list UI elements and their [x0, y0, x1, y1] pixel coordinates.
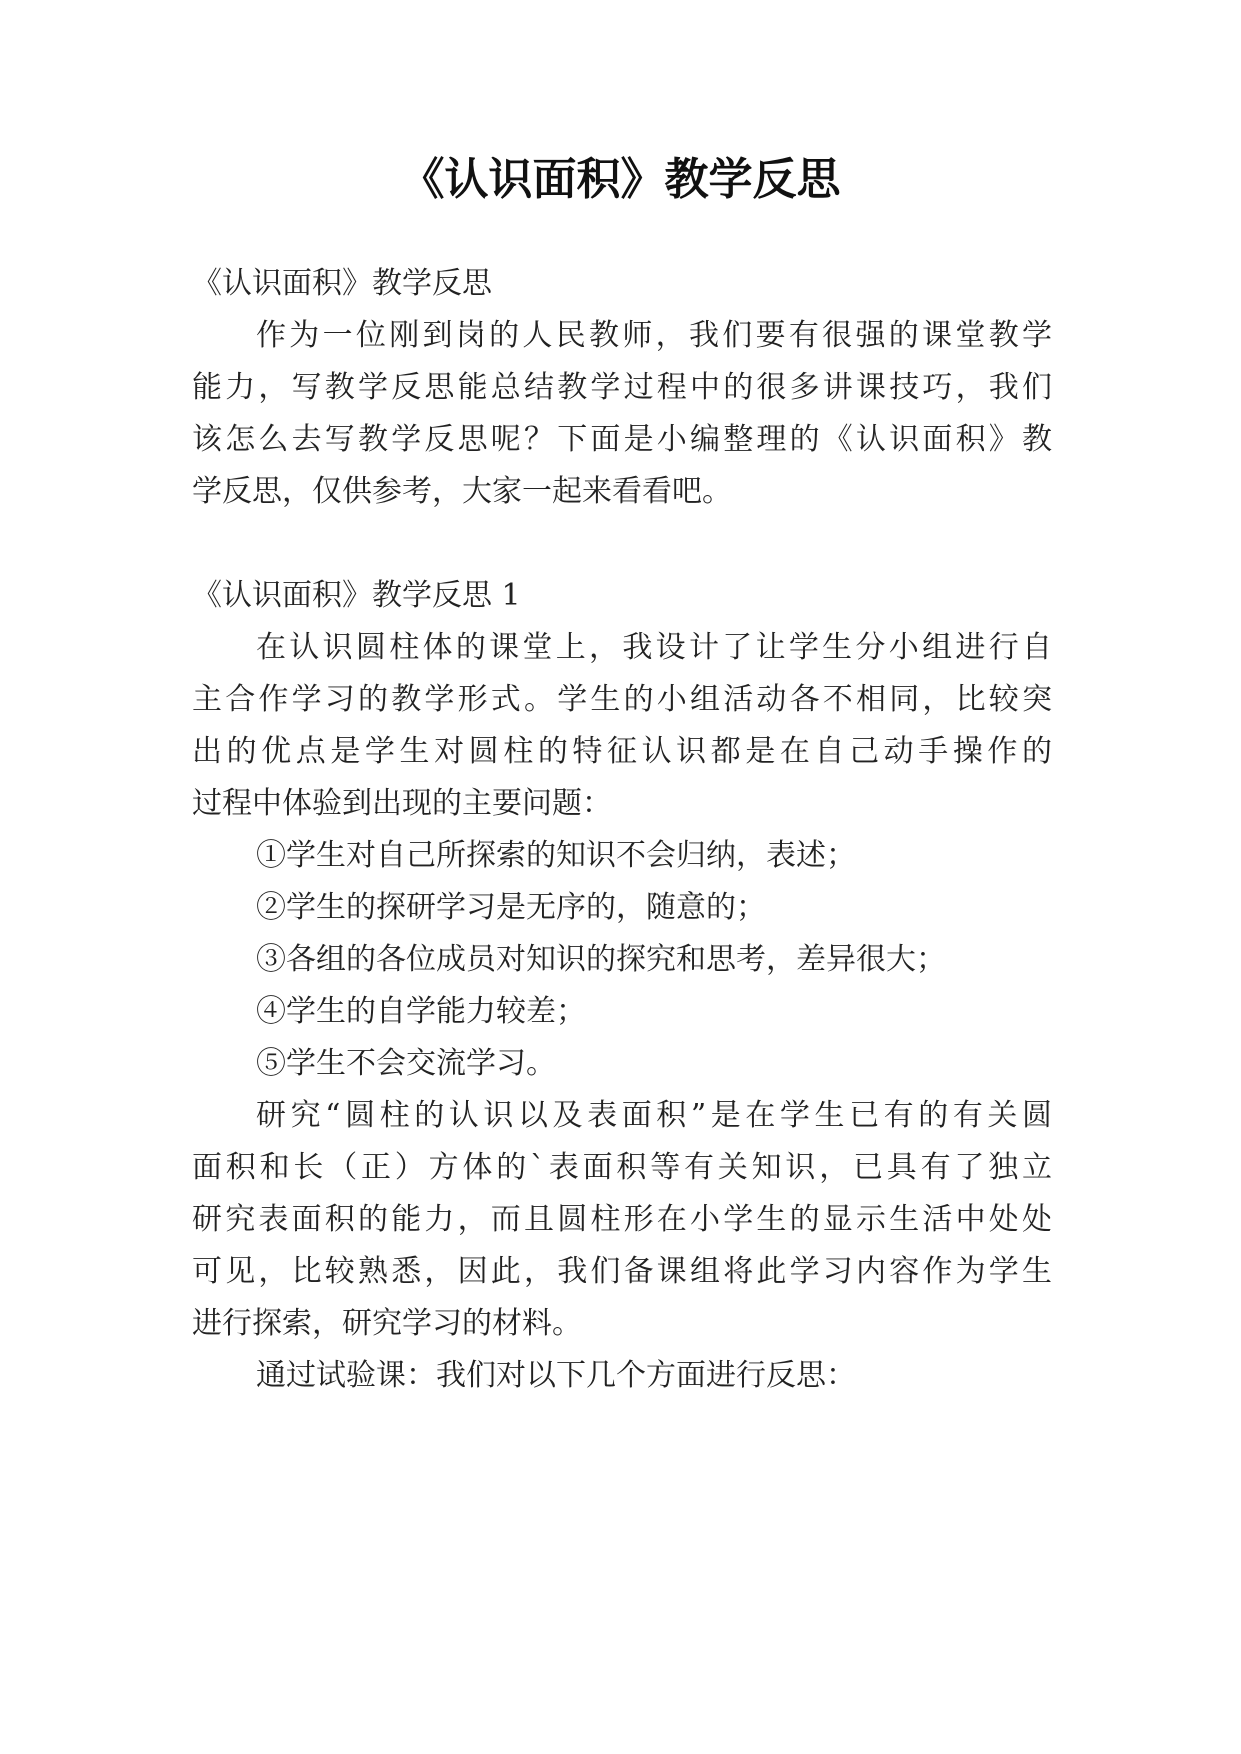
problem-item-5: ⑤学生不会交流学习。: [256, 1046, 556, 1081]
section1-p2-line-4: 可见，比较熟悉，因此，我们备课组将此学习内容作为学生: [192, 1254, 1052, 1289]
section1-p1-line-4: 过程中体验到出现的主要问题：: [192, 786, 612, 821]
section1-p1-line-1: 在认识圆柱体的课堂上，我设计了让学生分小组进行自: [256, 630, 1052, 665]
intro-line-1: 作为一位刚到岗的人民教师，我们要有很强的课堂教学: [256, 318, 1052, 353]
intro-heading: 《认识面积》教学反思: [192, 266, 492, 301]
problem-item-3: ③各组的各位成员对知识的探究和思考，差异很大；: [256, 942, 946, 977]
section1-p2-line-2: 面积和长（正）方体的`表面积等有关知识，已具有了独立: [192, 1150, 1052, 1185]
intro-line-2: 能力，写教学反思能总结教学过程中的很多讲课技巧，我们: [192, 370, 1052, 405]
document-title: 《认识面积》教学反思: [400, 154, 841, 205]
section1-p2-line-5: 进行探索，研究学习的材料。: [192, 1306, 582, 1341]
section1-p1-line-2: 主合作学习的教学形式。学生的小组活动各不相同，比较突: [192, 682, 1052, 717]
section1-p2-line-3: 研究表面积的能力，而且圆柱形在小学生的显示生活中处处: [192, 1202, 1052, 1237]
intro-line-3: 该怎么去写教学反思呢？下面是小编整理的《认识面积》教: [192, 422, 1052, 457]
intro-line-4: 学反思，仅供参考，大家一起来看看吧。: [192, 474, 732, 509]
section1-p2-line-1: 研究“圆柱的认识以及表面积”是在学生已有的有关圆: [256, 1098, 1052, 1133]
section1-p1-line-3: 出的优点是学生对圆柱的特征认识都是在自己动手操作的: [192, 734, 1052, 769]
section1-p3: 通过试验课：我们对以下几个方面进行反思：: [256, 1358, 856, 1393]
problem-item-2: ②学生的探研学习是无序的，随意的；: [256, 890, 766, 925]
problem-item-4: ④学生的自学能力较差；: [256, 994, 586, 1029]
problem-item-1: ①学生对自己所探索的知识不会归纳，表述；: [256, 838, 856, 873]
section1-heading: 《认识面积》教学反思 1: [192, 578, 521, 613]
